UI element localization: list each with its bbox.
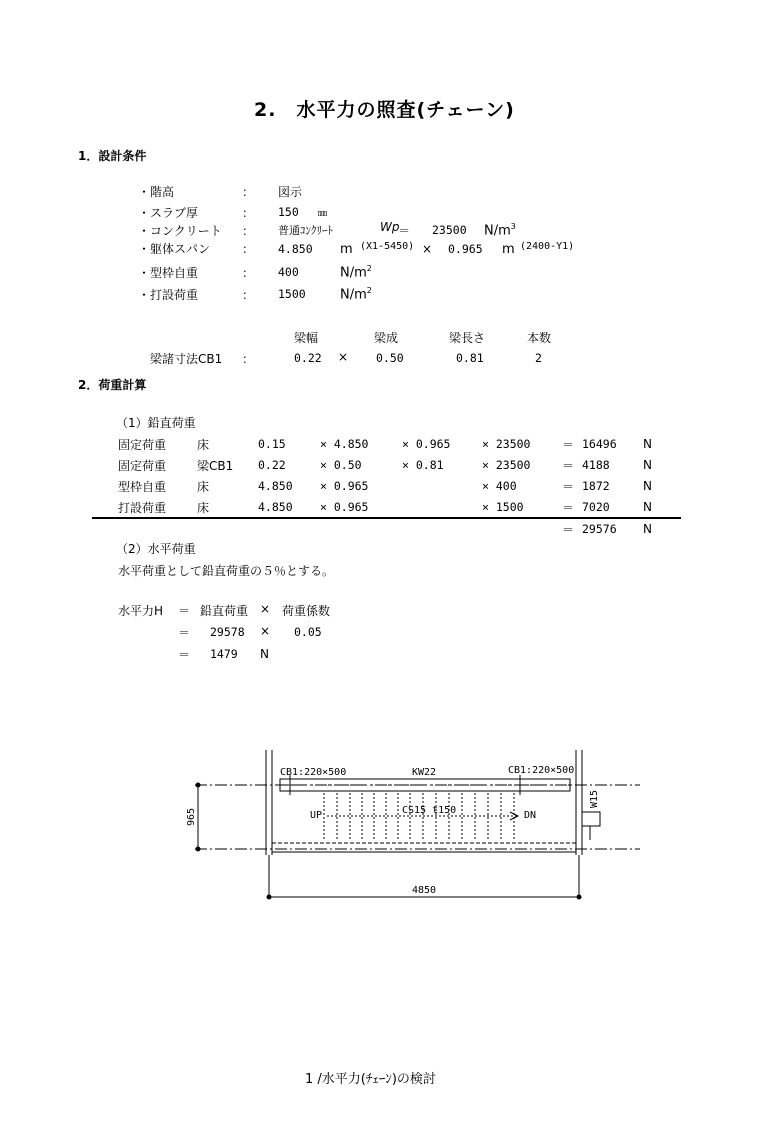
hf-term-1: 鉛直荷重 (200, 604, 249, 618)
hf-unit: N (260, 647, 269, 661)
load-a: 0.22 (258, 458, 286, 472)
load-a: 0.15 (258, 437, 286, 451)
load-a: 4.850 (258, 500, 293, 514)
condition-colon: ： (242, 266, 255, 280)
hf-times: × (260, 602, 271, 616)
condition-label: ・コンクリート (138, 224, 222, 238)
load-result: 7020 (582, 500, 610, 514)
condition-unit: $N/m^2$ (340, 286, 372, 303)
label-cb-left: CB1:220×500 (280, 767, 347, 778)
load-name: 型枠自重 (118, 480, 167, 494)
load-a: 4.850 (258, 479, 293, 493)
condition-colon: ： (242, 185, 255, 199)
beam-count: 2 (535, 351, 542, 365)
load-equals: ＝ (562, 480, 575, 494)
condition-unit: ㎜ (318, 209, 328, 219)
load-unit: N (643, 458, 652, 472)
condition-value-2: 0.965 (448, 242, 483, 256)
load-part: 床 (197, 501, 210, 515)
label-dim-horizontal: 4850 (412, 885, 437, 896)
hf-times-2: × (260, 624, 271, 638)
subsection-horizontal-load: （2）水平荷重 (116, 542, 196, 556)
condition-label: ・階高 (138, 185, 175, 199)
subsection-vertical-load: （1）鉛直荷重 (116, 416, 196, 430)
load-equals: ＝ (562, 438, 575, 452)
beam-depth: 0.50 (376, 351, 404, 365)
beam-length: 0.81 (456, 351, 484, 365)
total-unit: N (643, 522, 652, 536)
beam-label: 梁諸寸法CB1 (150, 352, 223, 366)
load-name: 固定荷重 (118, 438, 167, 452)
load-equals: ＝ (562, 459, 575, 473)
condition-colon: ： (242, 224, 255, 238)
hf-equals: ＝ (178, 604, 191, 618)
condition-unit: $N/m^3$ (484, 222, 516, 239)
load-d: × 1500 (482, 500, 524, 514)
condition-value: 400 (278, 265, 299, 279)
beam-colon: ： (242, 352, 255, 366)
label-w15: W15 (589, 789, 600, 808)
hf-equals-3: ＝ (178, 648, 191, 662)
load-d: × 400 (482, 479, 517, 493)
label-cb-right: CB1:220×500 (508, 765, 575, 776)
load-d: × 23500 (482, 437, 531, 451)
label-dn: DN (524, 810, 537, 821)
hf-result: 1479 (210, 647, 238, 661)
load-equals: ＝ (562, 501, 575, 515)
load-part: 床 (197, 480, 210, 494)
load-b: × 4.850 (320, 437, 369, 451)
condition-colon: ： (242, 242, 255, 256)
total-result: 29576 (582, 522, 617, 536)
load-b: × 0.965 (320, 479, 369, 493)
beam-header-depth: 梁成 (374, 331, 399, 345)
condition-times: × (422, 242, 433, 256)
condition-label: ・躯体スパン (138, 242, 211, 256)
load-name: 打設荷重 (118, 501, 167, 515)
beam-width: 0.22 (294, 351, 322, 365)
condition-colon: ： (242, 288, 255, 302)
load-result: 16496 (582, 437, 617, 451)
page-footer: 1 /水平力(ﾁｪｰﾝ)の検討 (305, 1072, 436, 1087)
load-unit: N (643, 437, 652, 451)
condition-value: 普通ｺﾝｸﾘｰﾄ (278, 224, 333, 237)
label-up: UP (310, 810, 323, 821)
hf-value-1: 29578 (210, 625, 245, 639)
condition-value-2: 23500 (432, 223, 467, 237)
load-d: × 23500 (482, 458, 531, 472)
total-equals: ＝ (562, 523, 575, 537)
label-cs: CS15 t150 (402, 805, 457, 816)
label-dim-vertical: 965 (186, 807, 197, 826)
condition-value: 図示 (278, 185, 303, 199)
condition-label: ・型枠自重 (138, 266, 199, 280)
condition-colon: ： (242, 206, 255, 220)
condition-unit: m (340, 242, 353, 257)
condition-symbol: Wp (380, 220, 400, 234)
load-b: × 0.965 (320, 500, 369, 514)
horizontal-load-description: 水平荷重として鉛直荷重の５％とする。 (118, 564, 335, 578)
load-part: 床 (197, 438, 210, 452)
section-heading-load-calc: 2．荷重計算 (78, 378, 147, 392)
condition-label: ・スラブ厚 (138, 206, 199, 220)
condition-value: 150 (278, 205, 299, 219)
load-unit: N (643, 479, 652, 493)
load-b: × 0.50 (320, 458, 362, 472)
beam-header-width: 梁幅 (294, 331, 319, 345)
condition-label: ・打設荷重 (138, 288, 199, 302)
load-name: 固定荷重 (118, 459, 167, 473)
condition-value: 4.850 (278, 242, 313, 256)
condition-note: (2400-Y1) (520, 241, 575, 252)
load-part: 梁CB1 (197, 459, 234, 473)
condition-unit: m (502, 242, 515, 257)
load-c: × 0.965 (402, 437, 451, 451)
beam-header-length: 梁長さ (449, 331, 486, 345)
hf-value-2: 0.05 (294, 625, 322, 639)
beam-times: × (338, 350, 349, 364)
load-result: 4188 (582, 458, 610, 472)
load-unit: N (643, 500, 652, 514)
beam-header-count: 本数 (527, 331, 552, 345)
hf-lhs: 水平力H (118, 604, 164, 618)
condition-unit: $N/m^2$ (340, 264, 372, 281)
hf-term-2: 荷重係数 (282, 604, 331, 618)
condition-equals: ＝ (398, 224, 411, 238)
label-kw: KW22 (412, 767, 437, 778)
load-result: 1872 (582, 479, 610, 493)
page-title: 2. 水平力の照査(チェーン) (254, 99, 515, 121)
section-heading-design-conditions: 1．設計条件 (78, 149, 147, 163)
hf-equals-2: ＝ (178, 626, 191, 640)
condition-value: 1500 (278, 287, 306, 301)
load-c: × 0.81 (402, 458, 444, 472)
condition-note: (X1-5450) (360, 241, 415, 252)
